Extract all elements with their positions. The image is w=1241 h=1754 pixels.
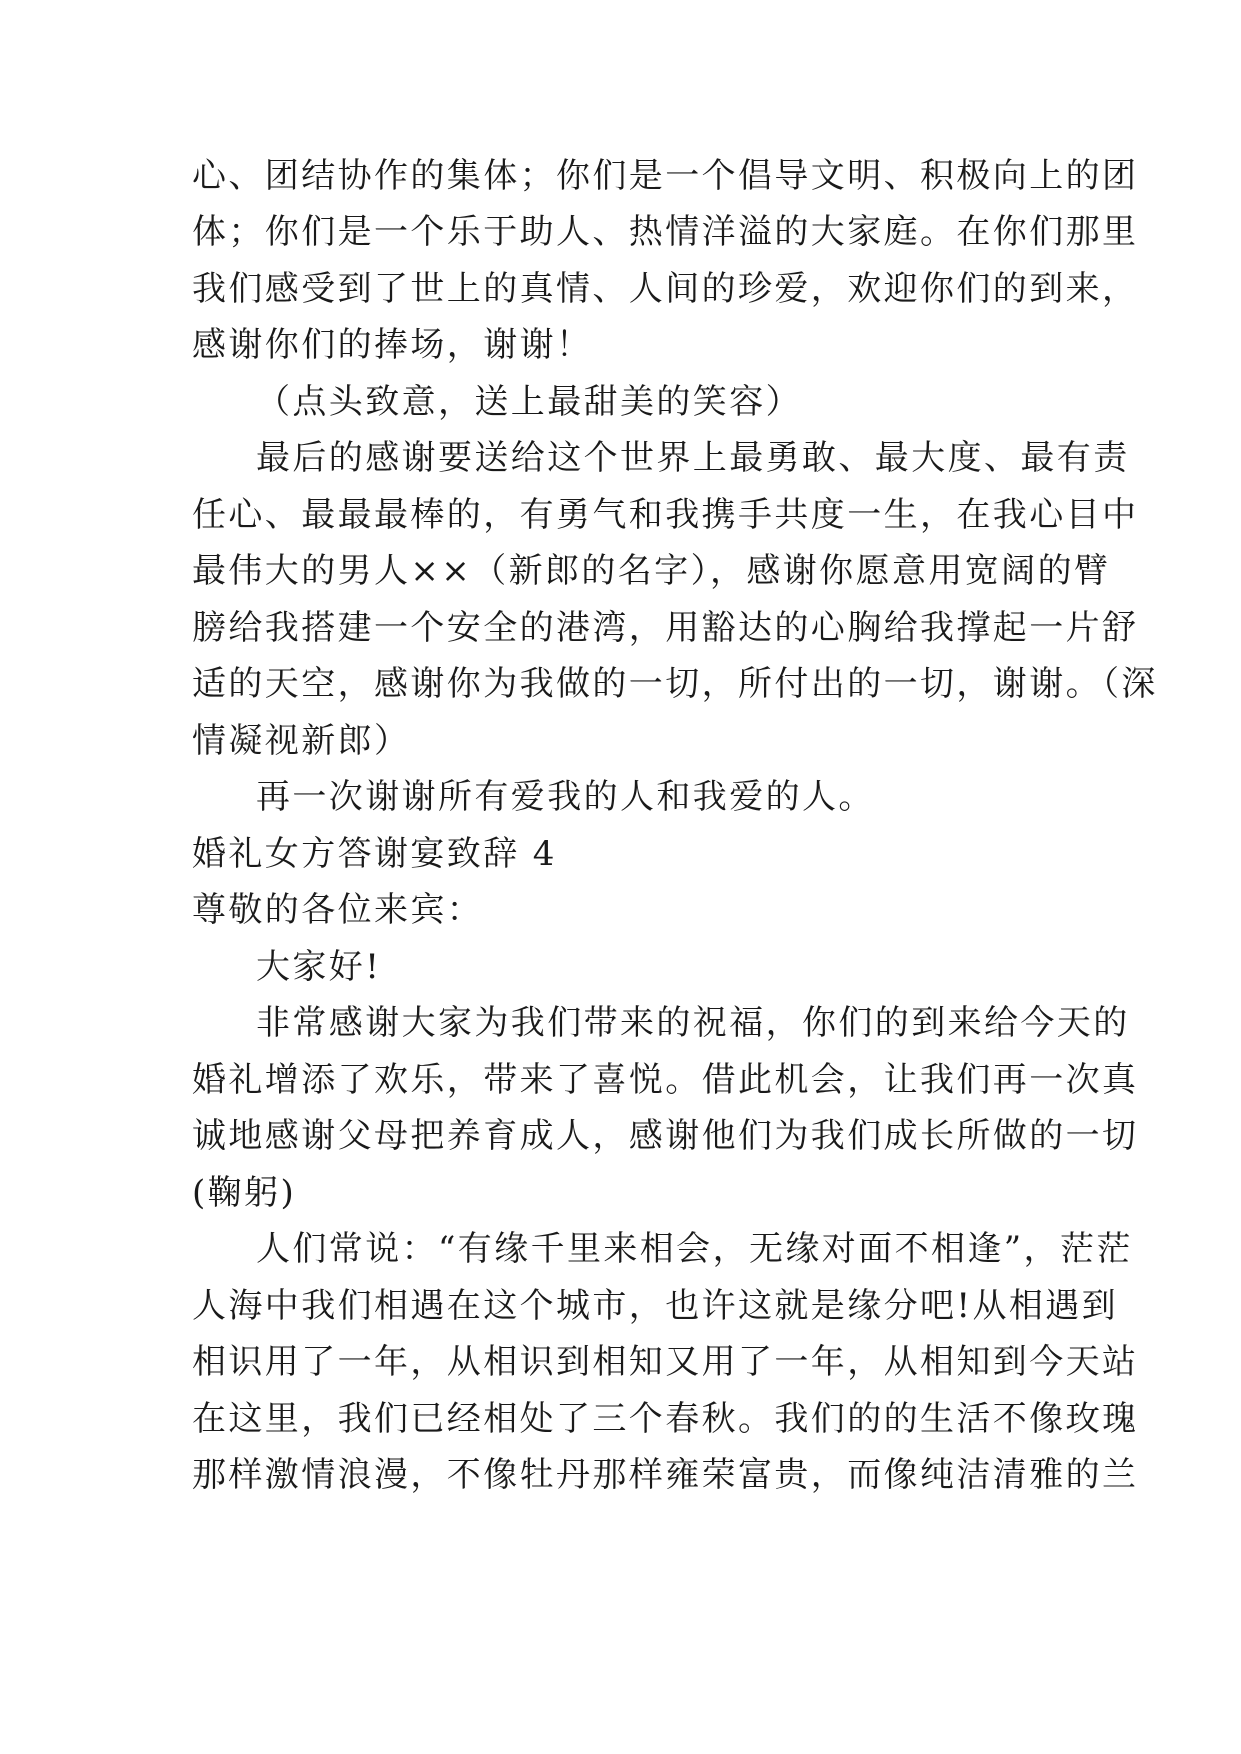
text-line: 非常感谢大家为我们带来的祝福，你们的到来给今天的 bbox=[256, 1003, 1130, 1043]
text-line: (鞠躬) bbox=[192, 1173, 297, 1213]
text-line: 人们常说：“有缘千里来相会，无缘对面不相逢”，茫茫 bbox=[256, 1229, 1133, 1269]
text-line: 相识用了一年，从相识到相知又用了一年，从相知到今天站 bbox=[192, 1342, 1139, 1382]
text-line: 适的天空，感谢你为我做的一切，所付出的一切，谢谢。（深 bbox=[192, 664, 1158, 704]
text-line: 最伟大的男人××（新郎的名字），感谢你愿意用宽阔的臂 bbox=[192, 551, 1111, 591]
text-line: 心、团结协作的集体；你们是一个倡导文明、积极向上的团 bbox=[192, 156, 1139, 196]
text-line: 任心、最最最棒的，有勇气和我携手共度一生，在我心目中 bbox=[192, 495, 1139, 535]
text-line: 感谢你们的捧场，谢谢！ bbox=[192, 325, 593, 365]
text-line: 再一次谢谢所有爱我的人和我爱的人。 bbox=[256, 777, 875, 817]
text-line: 人海中我们相遇在这个城市，也许这就是缘分吧!从相遇到 bbox=[192, 1286, 1119, 1326]
greeting: 大家好! bbox=[256, 947, 382, 987]
section-heading: 婚礼女方答谢宴致辞 4 bbox=[192, 834, 557, 874]
text-line: 最后的感谢要送给这个世界上最勇敢、最大度、最有责 bbox=[256, 438, 1130, 478]
text-line: 诚地感谢父母把养育成人，感谢他们为我们成长所做的一切 bbox=[192, 1116, 1139, 1156]
text-line: 体；你们是一个乐于助人、热情洋溢的大家庭。在你们那里 bbox=[192, 212, 1139, 252]
text-line: 情凝视新郎） bbox=[192, 721, 411, 761]
text-line: 我们感受到了世上的真情、人间的珍爱，欢迎你们的到来， bbox=[192, 269, 1139, 309]
text-line: 那样激情浪漫，不像牡丹那样雍荣富贵，而像纯洁清雅的兰 bbox=[192, 1455, 1139, 1495]
text-line: 在这里，我们已经相处了三个春秋。我们的的生活不像玫瑰 bbox=[192, 1399, 1139, 1439]
text-line: 膀给我搭建一个安全的港湾，用豁达的心胸给我撑起一片舒 bbox=[192, 608, 1139, 648]
text-line: （点头致意，送上最甜美的笑容） bbox=[256, 382, 802, 422]
text-line: 婚礼增添了欢乐，带来了喜悦。借此机会，让我们再一次真 bbox=[192, 1060, 1139, 1100]
salutation: 尊敬的各位来宾： bbox=[192, 890, 484, 930]
